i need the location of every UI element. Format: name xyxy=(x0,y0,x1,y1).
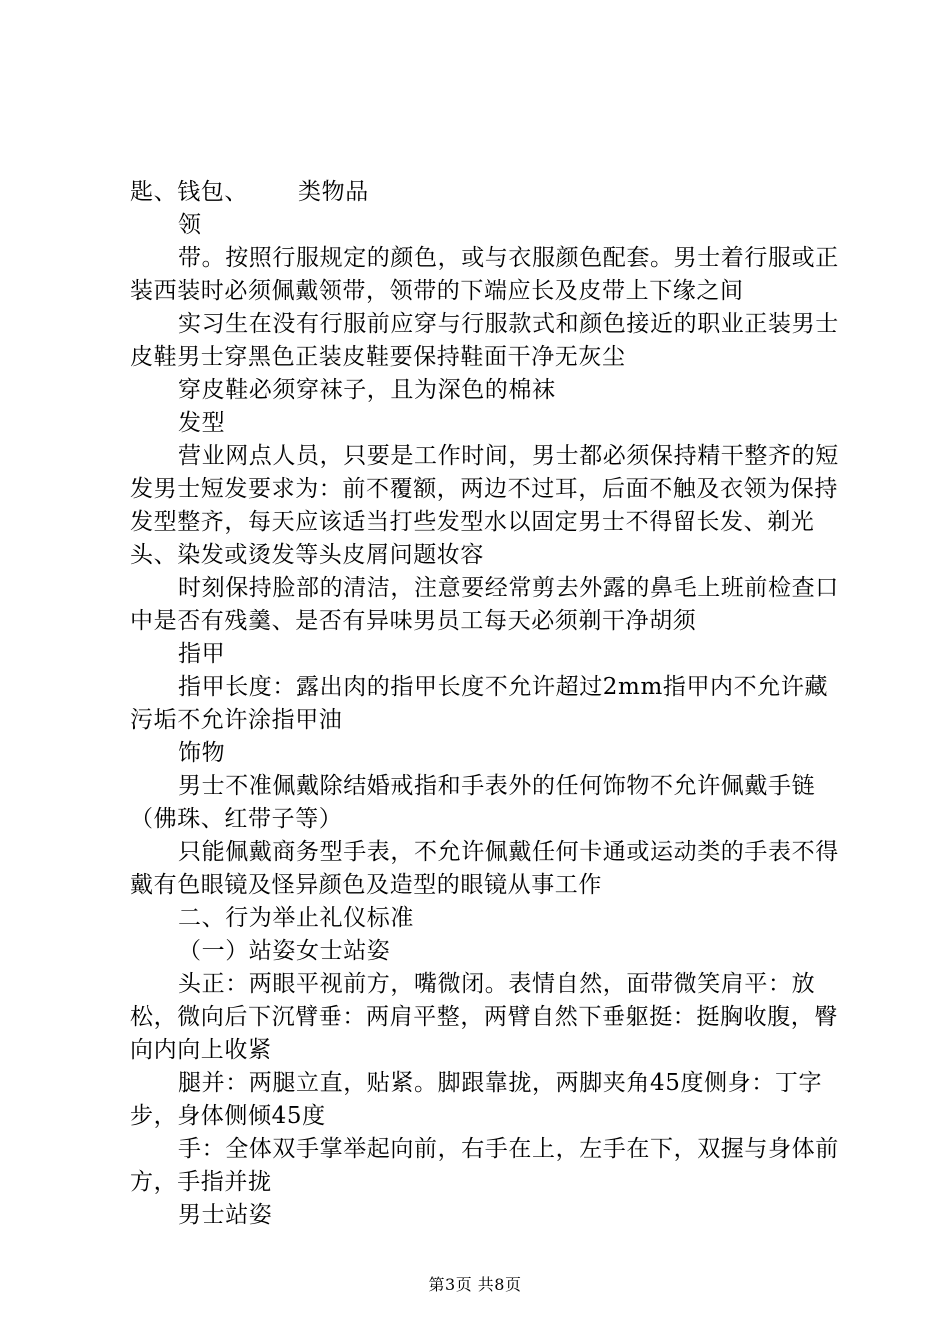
page-number: 第3页 共8页 xyxy=(428,1275,522,1294)
paragraph: 头正：两眼平视前方，嘴微闭。表情自然，面带微笑肩平：放松，微向后下沉臂垂：两肩平整，两臂自然下垂躯挺：挺胸收腹，臀向内向上收紧 xyxy=(130,971,838,1063)
section-heading: 男士站姿 xyxy=(178,1202,273,1228)
text-fragment: 类物品 xyxy=(298,179,369,205)
paragraph: 带。按照行服规定的颜色，或与衣服颜色配套。男士着行服或正装西装时必须佩戴领带，领带的下端应长及皮带上下缘之间 xyxy=(130,245,839,304)
text-fragment: 匙、钱包、 xyxy=(130,179,248,205)
paragraph: 穿皮鞋必须穿袜子，且为深色的棉袜 xyxy=(178,377,556,403)
section-heading: 二、行为举止礼仪标准 xyxy=(178,905,414,931)
paragraph: 手：全体双手掌举起向前，右手在上，左手在下，双握与身体前方，手指并拢 xyxy=(130,1136,839,1195)
section-heading: 饰物 xyxy=(178,740,226,766)
paragraph: 男士不准佩戴除结婚戒指和手表外的任何饰物不允许佩戴手链（佛珠、红带子等） xyxy=(130,773,816,832)
paragraph: 指甲长度：露出肉的指甲长度不允许超过2mm指甲内不允许藏污垢不允许涂指甲油 xyxy=(130,674,829,733)
paragraph: 时刻保持脸部的清洁，注意要经常剪去外露的鼻毛上班前检查口中是否有残羹、是否有异味男员工每天必须剃干净胡须 xyxy=(130,575,839,634)
section-heading: 指甲 xyxy=(178,641,226,667)
page-footer xyxy=(0,1272,950,1295)
paragraph: 只能佩戴商务型手表，不允许佩戴任何卡通或运动类的手表不得戴有色眼镜及怪异颜色及造型的眼镜从事工作 xyxy=(130,839,839,898)
paragraph: 营业网点人员，只要是工作时间，男士都必须保持精干整齐的短发男士短发要求为：前不覆额，两边不过耳，后面不触及衣领为保持发型整齐，每天应该适当打些发型水以固定男士不得留长发、剃光头、染发或烫发等头皮屑问题妆容 xyxy=(130,443,839,568)
subsection-heading: （一）站姿女士站姿 xyxy=(178,938,391,964)
section-heading: 发型 xyxy=(178,410,226,436)
paragraph: 实习生在没有行服前应穿与行服款式和颜色接近的职业正装男士皮鞋男士穿黑色正装皮鞋要保持鞋面干净无灰尘 xyxy=(130,311,839,370)
document-body xyxy=(130,176,842,1232)
paragraph: 领 xyxy=(178,212,202,238)
paragraph: 腿并：两腿立直，贴紧。脚跟靠拢，两脚夹角45度侧身：丁字步，身体侧倾45度 xyxy=(130,1070,823,1129)
paragraph-continuation xyxy=(130,176,842,209)
